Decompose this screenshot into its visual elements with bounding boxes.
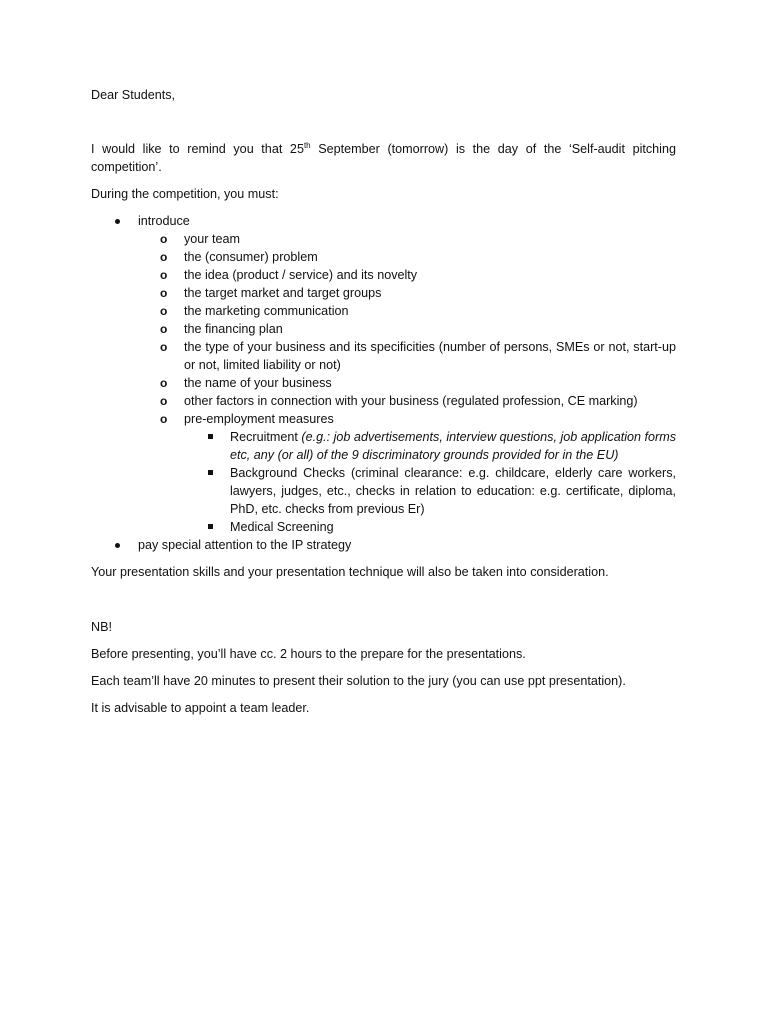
each-team-note: Each team’ll have 20 minutes to present their solution to the jury (you can use ppt presentation). xyxy=(91,674,626,688)
item-text: the financing plan xyxy=(184,322,283,336)
square-bullet-icon xyxy=(208,524,213,529)
circle-bullet-icon: o xyxy=(160,286,168,300)
ip-strategy-text: pay special attention to the IP strategy xyxy=(138,538,352,552)
advisable-note: It is advisable to appoint a team leader. xyxy=(91,701,310,715)
intro-text-2: September (tomorrow) is the day of the ‘Self-audit pitching competition’. xyxy=(91,142,676,174)
list-item xyxy=(138,374,676,392)
bullet-icon xyxy=(115,219,120,224)
recruitment-label: Recruitment xyxy=(230,430,302,444)
list-item-pre-employment xyxy=(138,410,676,536)
circle-bullet-icon: o xyxy=(160,232,168,246)
medical-text: Medical Screening xyxy=(230,520,334,534)
list-item-medical xyxy=(184,518,676,536)
list-item xyxy=(138,248,676,266)
list-item-background xyxy=(184,464,676,518)
background-text: Background Checks (criminal clearance: e.g. childcare, elderly care workers, lawyers, judges, etc., checks in relation to education: e.g. certificate, diploma, PhD, etc. checks from previous Er) xyxy=(230,466,676,516)
circle-bullet-icon: o xyxy=(160,304,168,318)
item-text: pre-employment measures xyxy=(184,412,334,426)
list-item xyxy=(138,338,676,374)
presentation-note: Your presentation skills and your presentation technique will also be taken into consideration. xyxy=(91,565,609,579)
list-item xyxy=(138,302,676,320)
intro-text-1: I would like to remind you that 25 xyxy=(91,142,304,156)
item-text: the type of your business and its specificities (number of persons, SMEs or not, start-up or not, limited liability or not) xyxy=(184,340,676,372)
list-item xyxy=(138,284,676,302)
greeting: Dear Students, xyxy=(91,88,176,102)
pre-employment-sublist xyxy=(184,428,676,536)
circle-bullet-icon: o xyxy=(160,376,168,390)
introduce-label: introduce xyxy=(138,214,190,228)
list-item xyxy=(138,320,676,338)
item-text: the idea (product / service) and its novelty xyxy=(184,268,418,282)
circle-bullet-icon: o xyxy=(160,412,168,426)
list-item xyxy=(138,230,676,248)
letter-body xyxy=(91,86,676,726)
square-bullet-icon xyxy=(208,434,213,439)
list-item-recruitment xyxy=(184,428,676,464)
item-text: your team xyxy=(184,232,240,246)
circle-bullet-icon: o xyxy=(160,394,168,408)
bullet-icon xyxy=(115,543,120,548)
circle-bullet-icon: o xyxy=(160,322,168,336)
circle-bullet-icon: o xyxy=(160,268,168,282)
before-note: Before presenting, you’ll have cc. 2 hours to the prepare for the presentations. xyxy=(91,647,526,661)
circle-bullet-icon: o xyxy=(160,250,168,264)
item-text: other factors in connection with your business (regulated profession, CE marking) xyxy=(184,394,638,408)
item-text: the (consumer) problem xyxy=(184,250,318,264)
item-text: the marketing communication xyxy=(184,304,349,318)
list-item xyxy=(138,266,676,284)
item-text: the name of your business xyxy=(184,376,332,390)
requirements-list xyxy=(91,212,676,554)
list-item-ip-strategy xyxy=(91,536,676,554)
circle-bullet-icon: o xyxy=(160,340,168,354)
during-heading: During the competition, you must: xyxy=(91,187,279,201)
square-bullet-icon xyxy=(208,470,213,475)
intro-paragraph xyxy=(91,140,676,176)
nb-heading: NB! xyxy=(91,620,112,634)
list-item xyxy=(138,392,676,410)
recruitment-detail: (e.g.: job advertisements, interview questions, job application forms etc, any (or all) of the 9 discriminatory grounds provided for in the EU) xyxy=(230,430,676,462)
intro-superscript: th xyxy=(303,140,311,150)
item-text: the target market and target groups xyxy=(184,286,382,300)
introduce-sublist xyxy=(138,230,676,536)
list-item-introduce xyxy=(91,212,676,536)
